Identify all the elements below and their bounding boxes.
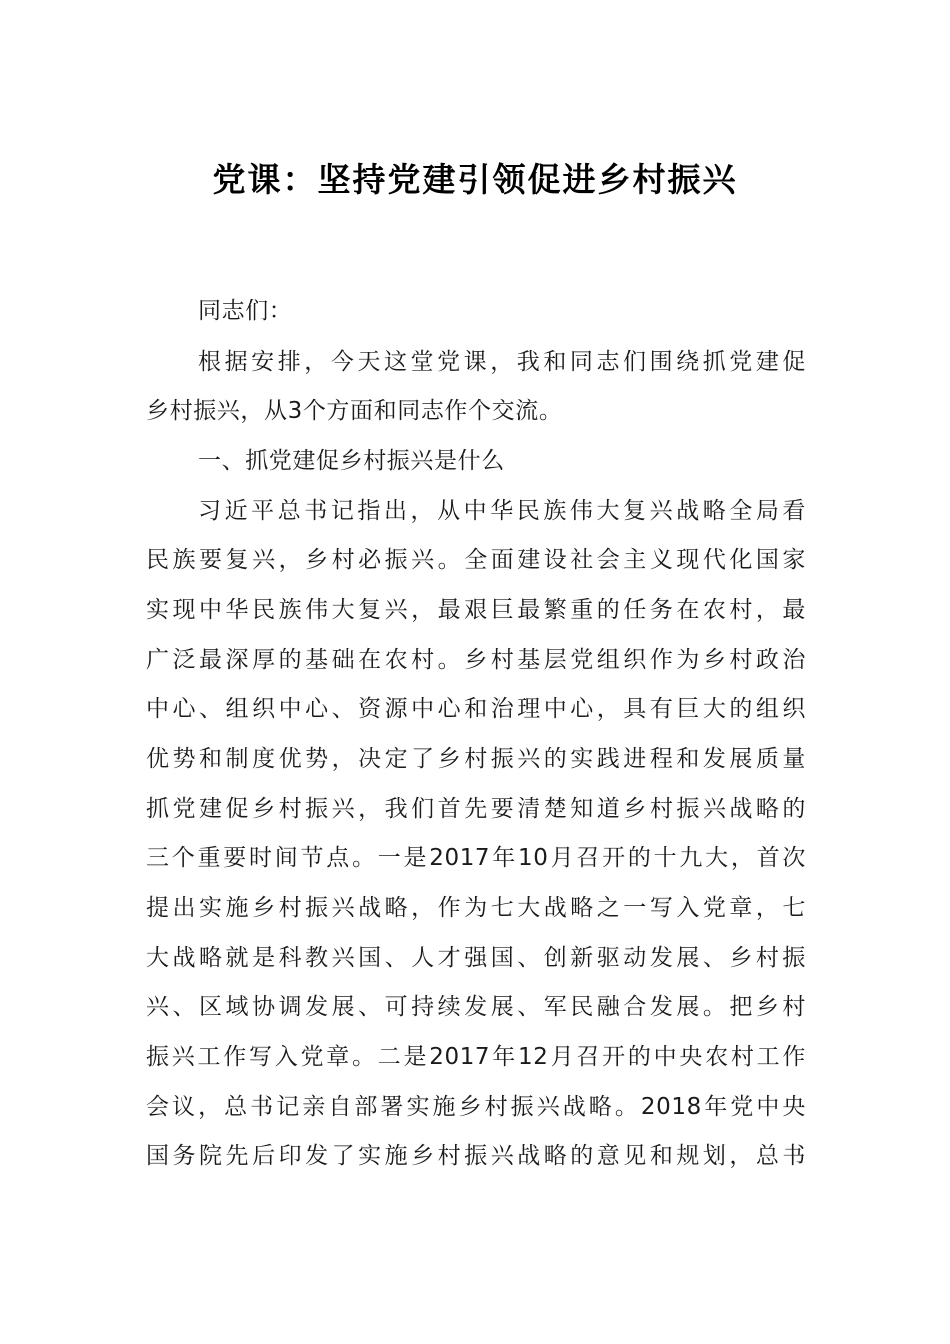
paragraph-line: 会议，总书记亲自部署实施乡村振兴战略。2018年党中央 — [146, 1094, 806, 1120]
paragraph-line: 根据安排，今天这堂党课，我和同志们围绕抓党建促 — [198, 349, 806, 375]
paragraph-line: 实现中华民族伟大复兴，最艰巨最繁重的任务在农村，最 — [146, 597, 806, 623]
salutation: 同志们： — [198, 298, 293, 324]
paragraph-line: 民族要复兴，乡村必振兴。全面建设社会主义现代化国家 — [146, 547, 806, 573]
paragraph-line: 习近平总书记指出，从中华民族伟大复兴战略全局看 — [198, 498, 806, 524]
paragraph-line: 大战略就是科教兴国、人才强国、创新驱动发展、乡村振 — [146, 945, 806, 971]
paragraph-line: 三个重要时间节点。一是2017年10月召开的十九大，首次 — [146, 845, 806, 871]
document-title: 党课：坚持党建引领促进乡村振兴 — [212, 160, 738, 199]
paragraph-line: 提出实施乡村振兴战略，作为七大战略之一写入党章，七 — [146, 895, 806, 921]
paragraph-line: 抓党建促乡村振兴，我们首先要清楚知道乡村振兴战略的 — [146, 796, 806, 822]
paragraph-line: 兴、区域协调发展、可持续发展、军民融合发展。把乡村 — [146, 994, 806, 1020]
paragraph-line: 振兴工作写入党章。二是2017年12月召开的中央农村工作 — [146, 1044, 806, 1070]
section-heading: 一、抓党建促乡村振兴是什么 — [198, 448, 505, 474]
paragraph-line: 乡村振兴，从3个方面和同志作个交流。 — [146, 398, 563, 424]
paragraph-line: 国务院先后印发了实施乡村振兴战略的意见和规划，总书 — [146, 1143, 806, 1169]
paragraph-line: 广泛最深厚的基础在农村。乡村基层党组织作为乡村政治 — [146, 647, 806, 673]
paragraph-line: 优势和制度优势，决定了乡村振兴的实践进程和发展质量 — [146, 746, 806, 772]
paragraph-line: 中心、组织中心、资源中心和治理中心，具有巨大的组织 — [146, 696, 806, 722]
